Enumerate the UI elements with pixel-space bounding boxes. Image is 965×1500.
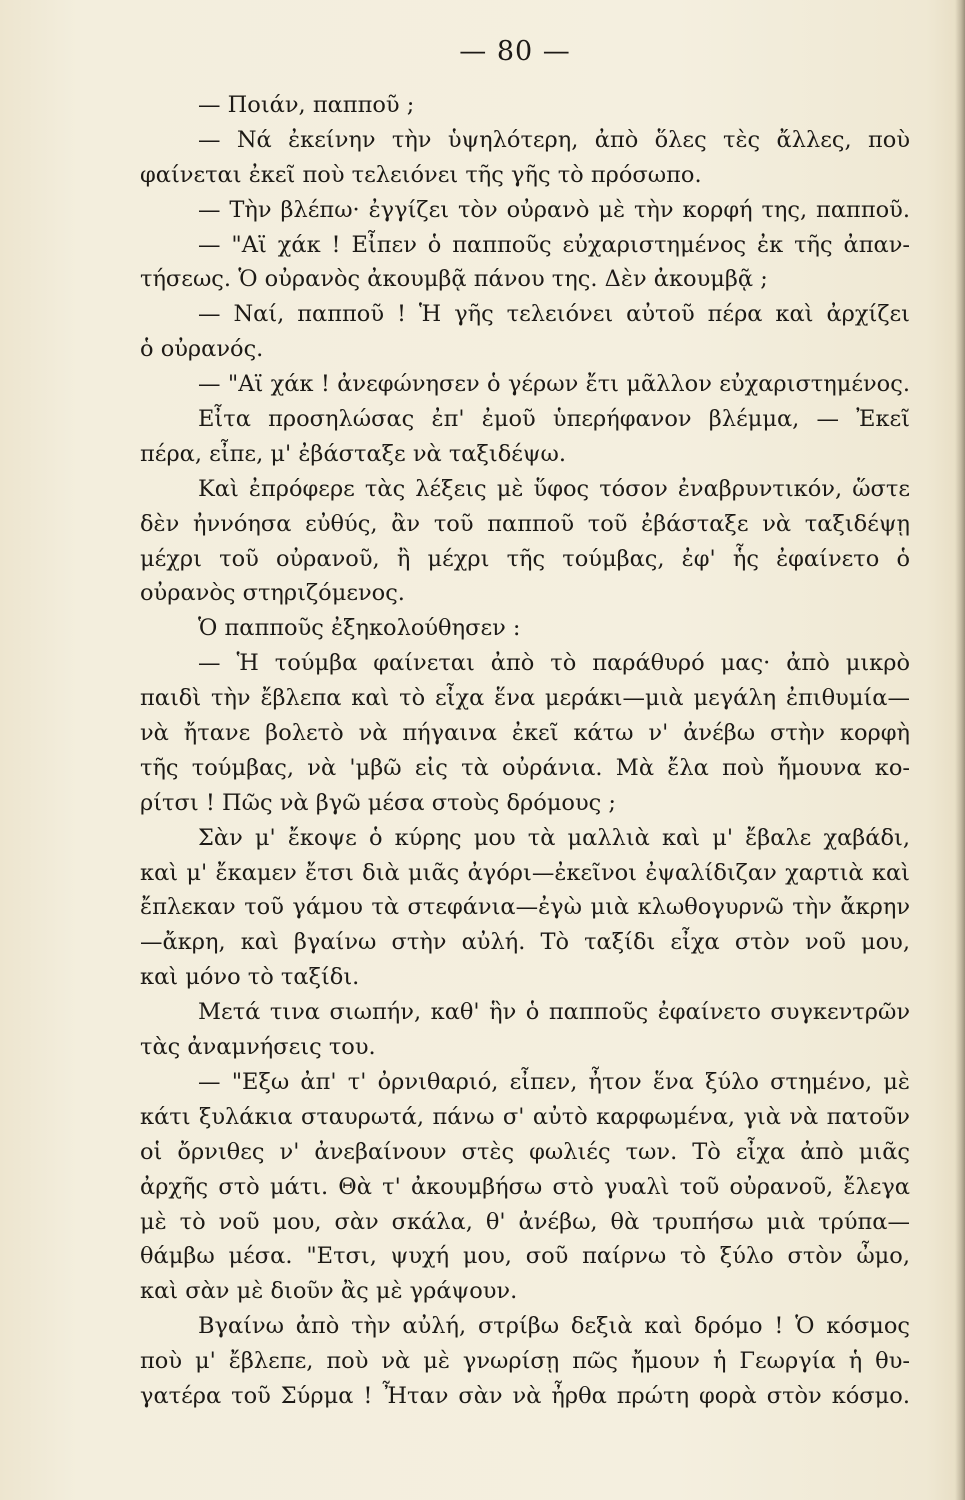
text-line: — Ἡ τούμβα φαίνεται ἀπὸ τὸ παράθυρό μας· ἀπὸ μικρὸ xyxy=(198,650,910,677)
text-line: θάμβω μέσα. "Ετσι, ψυχή μου, σοῦ παίρνω τὸ ξύλο στὸν ὦμο, xyxy=(140,1243,910,1270)
text-line: καὶ σὰν μὲ διοῦν ἂς μὲ γράψουν. xyxy=(140,1278,518,1305)
text-line: —ἄκρη, καὶ βγαίνω στὴν αὐλή. Τὸ ταξίδι εἶχα στὸν νοῦ μου, xyxy=(140,929,910,956)
text-line: φαίνεται ἐκεῖ ποὺ τελειόνει τῆς γῆς τὸ πρόσωπο. xyxy=(140,161,702,188)
text-line: μέχρι τοῦ οὐρανοῦ, ἢ μέχρι τῆς τούμβας, ἐφ' ἧς ἐφαίνετο ὁ xyxy=(140,545,910,572)
text-line: — "Αϊ χάκ ! ἀνεφώνησεν ὁ γέρων ἔτι μᾶλλον εὐχαριστημένος. xyxy=(198,371,910,398)
text-line: τῆς τούμβας, νὰ 'μβῶ εἰς τὰ οὐράνια. Μὰ ἔλα ποὺ ἤμουνα κο- xyxy=(140,754,910,781)
page-number: — 80 — xyxy=(459,36,571,67)
text-line: — "Εξω ἀπ' τ' ὀρνιθαριό, εἶπεν, ἦτον ἕνα ξύλο στημένο, μὲ xyxy=(198,1068,910,1095)
text-line: ὁ οὐρανός. xyxy=(140,336,264,363)
page-edge-shadow xyxy=(955,0,965,1500)
text-line: ἀρχῆς στὸ μάτι. Θὰ τ' ἀκουμβήσω στὸ γυαλὶ τοῦ οὐρανοῦ, ἔλεγα xyxy=(140,1173,910,1200)
text-line: Ὁ παπποῦς ἐξηκολούθησεν : xyxy=(198,615,521,642)
text-line: — Ναί, παπποῦ ! Ἡ γῆς τελειόνει αὐτοῦ πέρα καὶ ἀρχίζει xyxy=(198,301,910,328)
text-line: γατέρα τοῦ Σύρμα ! Ἦταν σὰν νὰ ἦρθα πρώτη φορὰ στὸν κόσμο. xyxy=(140,1382,910,1409)
text-line: Σὰν μ' ἔκοψε ὁ κύρης μου τὰ μαλλιὰ καὶ μ' ἔβαλε χαβάδι, xyxy=(198,824,910,851)
text-line: τὰς ἀναμνήσεις του. xyxy=(140,1034,376,1061)
text-line: οἱ ὄρνιθες ν' ἀνεβαίνουν στὲς φωλιές των. Τὸ εἶχα ἀπὸ μιᾶς xyxy=(140,1138,910,1165)
text-line: καὶ μόνο τὸ ταξίδι. xyxy=(140,964,360,991)
text-line: — "Αϊ χάκ ! Εἶπεν ὁ παπποῦς εὐχαριστημένος ἐκ τῆς ἀπαν- xyxy=(198,231,910,258)
text-line: — Ποιάν, παπποῦ ; xyxy=(198,92,415,118)
text-line: — Νά ἐκείνην τὴν ὑψηλότερη, ἀπὸ ὅλες τὲς ἄλλες, ποὺ xyxy=(198,126,910,153)
text-line: Μετά τινα σιωπήν, καθ' ἣν ὁ παπποῦς ἐφαίνετο συγκεντρῶν xyxy=(198,999,910,1026)
text-line: ποὺ μ' ἔβλεπε, ποὺ νὰ μὲ γνωρίσῃ πῶς ἤμουν ἡ Γεωργία ἡ θυ- xyxy=(140,1348,910,1375)
text-line: μὲ τὸ νοῦ μου, σὰν σκάλα, θ' ἀνέβω, θὰ τρυπήσω μιὰ τρύπα— xyxy=(140,1208,910,1235)
text-line: Καὶ ἐπρόφερε τὰς λέξεις μὲ ὕφος τόσον ἐναβρυντικόν, ὥστε xyxy=(198,475,910,502)
body-text xyxy=(140,88,910,1414)
text-line: οὐρανὸς στηριζόμενος. xyxy=(140,580,405,607)
text-line: καὶ μ' ἔκαμεν ἔτσι διὰ μιᾶς ἀγόρι—ἐκεῖνοι ἐψαλίδιζαν χαρτιὰ καὶ xyxy=(140,859,910,886)
text-line: πέρα, εἶπε, μ' ἐβάσταξε νὰ ταξιδέψω. xyxy=(140,440,567,467)
text-line: νὰ ἤτανε βολετὸ νὰ πήγαινα ἐκεῖ κάτω ν' ἀνέβω στὴν κορφὴ xyxy=(140,720,910,747)
text-line: ρίτσι ! Πῶς νὰ βγῶ μέσα στοὺς δρόμους ; xyxy=(140,789,616,816)
text-line: τήσεως. Ὁ οὐρανὸς ἀκουμβᾷ πάνου της. Δὲν ἀκουμβᾷ ; xyxy=(140,266,768,293)
text-line: — Τὴν βλέπω· ἐγγίζει τὸν οὐρανὸ μὲ τὴν κορφή της, παπποῦ. xyxy=(198,196,910,223)
text-line: παιδὶ τὴν ἔβλεπα καὶ τὸ εἶχα ἕνα μεράκι—μιὰ μεγάλη ἐπιθυμία— xyxy=(140,685,910,712)
text-line: Εἶτα προσηλώσας ἐπ' ἐμοῦ ὑπερήφανον βλέμμα, — Ἐκεῖ xyxy=(198,406,910,433)
text-line: Βγαίνω ἀπὸ τὴν αὐλή, στρίβω δεξιὰ καὶ δρόμο ! Ὁ κόσμος xyxy=(198,1313,910,1340)
text-line: κάτι ξυλάκια σταυρωτά, πάνω σ' αὐτὸ καρφωμένα, γιὰ νὰ πατοῦν xyxy=(140,1103,910,1130)
text-line: δὲν ἠννόησα εὐθύς, ἂν τοῦ παπποῦ τοῦ ἐβάσταξε νὰ ταξιδέψῃ xyxy=(140,510,910,537)
text-line: ἔπλεκαν τοῦ γάμου τὰ στεφάνια—ἐγὼ μιὰ κλωθογυρνῶ τὴν ἄκρην xyxy=(140,894,910,921)
